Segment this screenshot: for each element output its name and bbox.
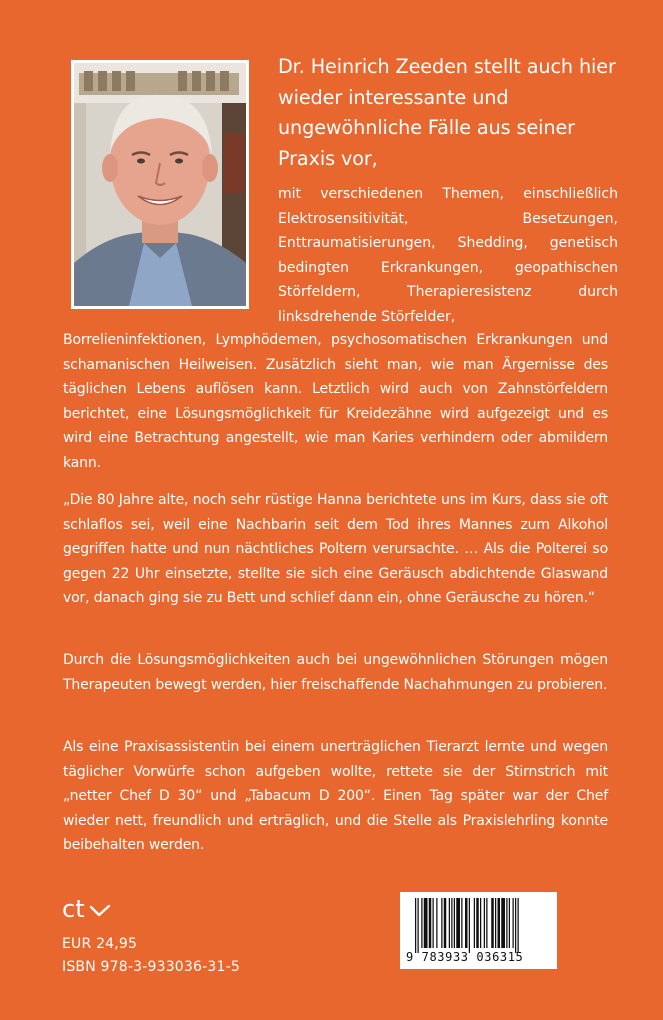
isbn: ISBN 978-3-933036-31-5 bbox=[62, 959, 240, 975]
price: EUR 24,95 bbox=[62, 936, 138, 952]
publisher-logo-text: ct bbox=[62, 895, 85, 923]
barcode-bar bbox=[461, 898, 462, 948]
barcode-bar bbox=[476, 898, 479, 948]
barcode-bar bbox=[415, 898, 416, 953]
barcode-bar bbox=[449, 898, 450, 948]
quote-paragraph: „Die 80 Jahre alte, noch sehr rüstige Hanna berichtete uns im Kurs, dass sie oft schlaflos sei, weil eine Nachbarin seit dem Tod ihres Mannes zum Alkohol gegriffen hatte und nun nächtliches Poltern verursachte. … Als die Polterei so gegen 22 Uhr einsetzte, stellte sie sich eine Geräusch abdichtende Glaswand vor, danach ging sie zu Bett und schlief dann ein, ohne Geräusche zu hören.“ bbox=[63, 492, 608, 606]
barcode-bar bbox=[518, 898, 519, 953]
author-photo bbox=[74, 63, 246, 306]
barcode-bar bbox=[506, 898, 507, 948]
author-photo-frame bbox=[71, 60, 249, 309]
barcode-bar bbox=[495, 898, 496, 948]
barcode-bar bbox=[441, 898, 442, 948]
barcode-bar bbox=[454, 898, 455, 948]
barcode-bar bbox=[480, 898, 481, 948]
intro-text: Dr. Heinrich Zeeden stellt auch hier wieder interessante und ungewöhnliche Fälle aus seiner Praxis vor, bbox=[278, 55, 616, 170]
barcode-bar bbox=[436, 898, 437, 948]
barcode bbox=[400, 892, 557, 969]
barcode-bar bbox=[421, 898, 422, 948]
barcode-bar bbox=[486, 898, 487, 948]
barcode-digits: 9 783933 036315 bbox=[406, 950, 524, 964]
barcode-bar bbox=[465, 898, 468, 948]
paragraph-themes-continued: Borrelieninfektionen, Lymphödemen, psychosomatischen Erkrankungen und schamanischen Heilweisen. Zusätzlich sieht man, wie man Ärgernisse des täglichen Lebens auflösen kann. Letztlich wird auch von Zahnstörfeldern berichtet, eine Lösungsmöglichkeit für Kreidezähne wird aufgezeigt und es wird eine Betrachtung angestellt, wie man Karies verhindern oder abmildern kann. bbox=[63, 332, 608, 471]
barcode-bar bbox=[515, 898, 516, 953]
barcode-bar bbox=[444, 898, 447, 948]
barcode-bar bbox=[418, 898, 419, 953]
barcode-bar bbox=[484, 898, 485, 948]
barcode-bar bbox=[456, 898, 460, 948]
barcode-bar bbox=[429, 898, 432, 948]
barcode-bar bbox=[451, 898, 452, 948]
publisher-logo bbox=[62, 895, 122, 925]
barcode-bar bbox=[474, 898, 475, 948]
paragraph-therapists: Durch die Lösungsmöglichkeiten auch bei ungewöhnlichen Störungen mögen Therapeuten bewegt werden, hier freischaffende Nachahmungen zu probieren. bbox=[63, 652, 608, 693]
barcode-bar bbox=[509, 898, 510, 948]
barcode-bar bbox=[433, 898, 434, 948]
barcode-bar bbox=[424, 898, 428, 948]
paragraph-assistant-story: Als eine Praxisassistentin bei einem unerträglichen Tierarzt lernte und wegen täglicher Vorwürfe schon aufgeben wollte, rettete sie der Stirnstrich mit „netter Chef D 30“ und „Tabacum D 200“. Einen Tag später war der Chef wieder nett, freundlich und erträglich, und die Stelle als Praxislehrling konnte beibehalten werden. bbox=[63, 739, 608, 853]
paragraph-themes-wrapped: mit verschiedenen Themen, einschließlich Elektrosensitivität, Besetzungen, Enttraumatisierungen, Shedding, genetisch bedingten Erkrankungen, geopathischen Störfeldern, Therapieresistenz durch linksdrehende Störfelder, bbox=[278, 186, 618, 325]
barcode-bar bbox=[498, 898, 501, 948]
barcode-bar bbox=[513, 898, 514, 948]
barcode-bar bbox=[501, 898, 505, 948]
barcode-bar bbox=[491, 898, 494, 948]
barcode-bar bbox=[469, 898, 470, 953]
